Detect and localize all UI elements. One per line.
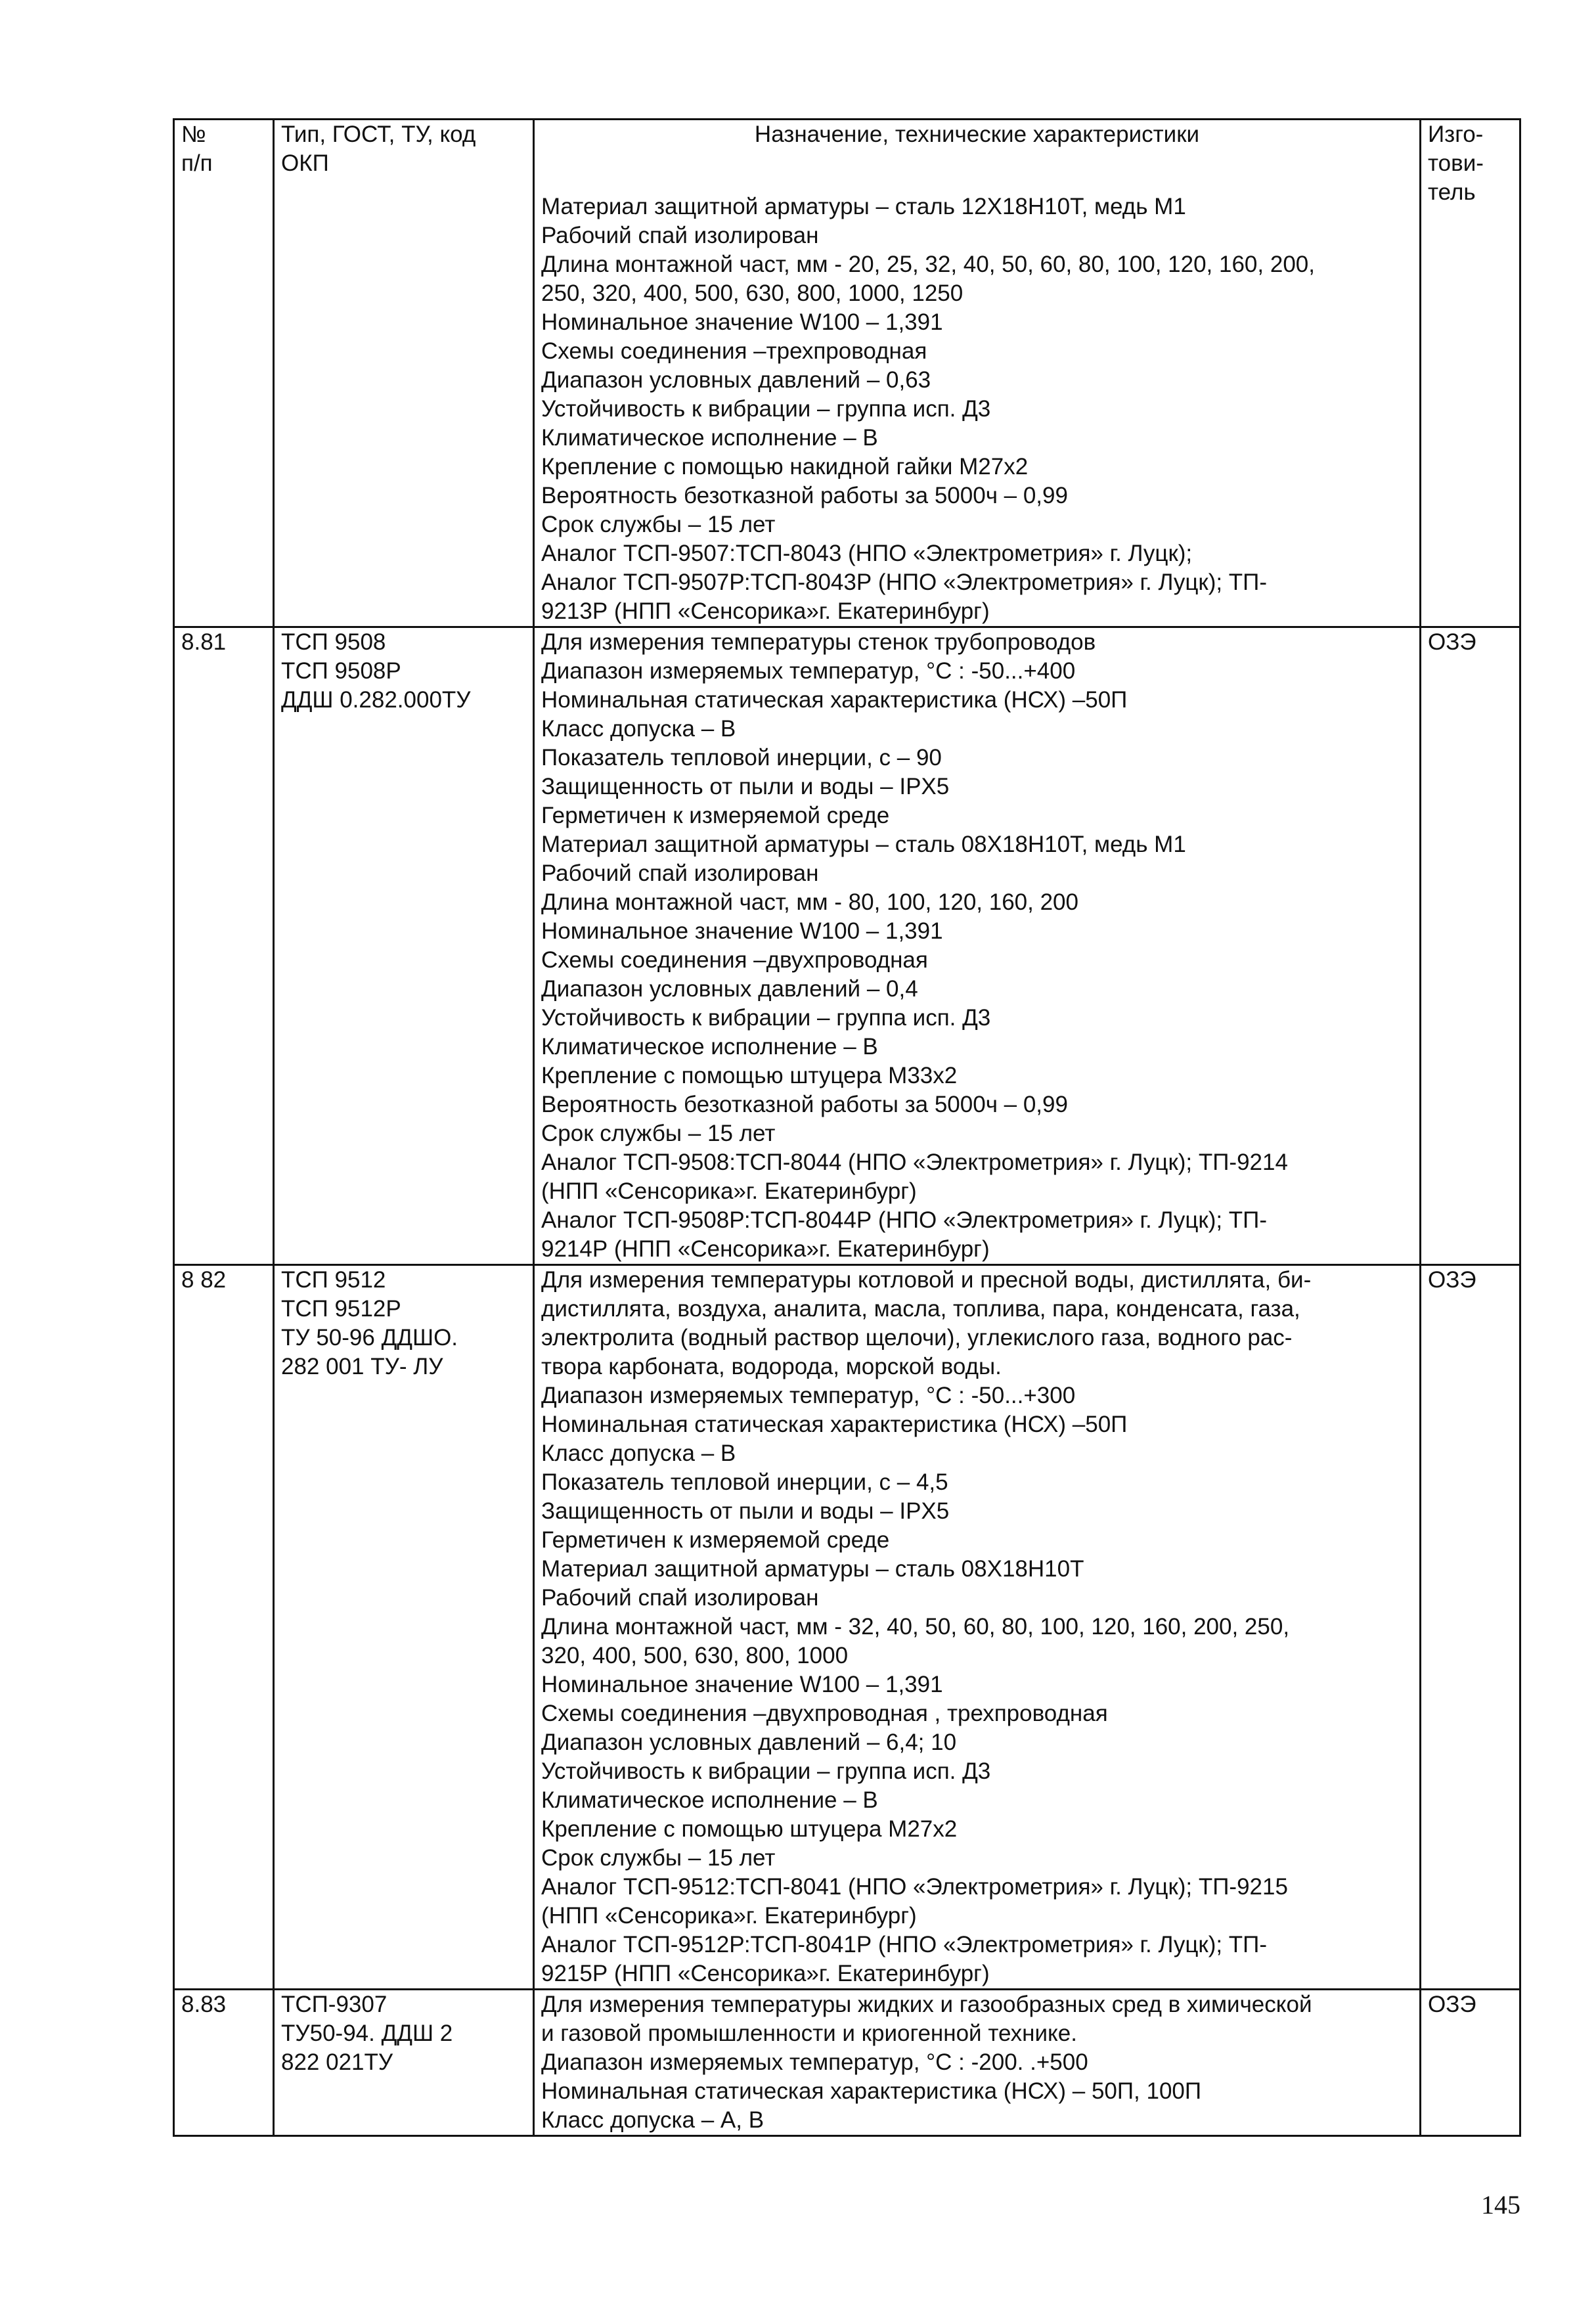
item-description-line: Срок службы – 15 лет	[541, 1121, 776, 1146]
item-type	[274, 1990, 534, 2136]
item-description-line: Аналог ТСП-9512Р:ТСП-8041Р (НПО «Электрометрия» г. Луцк); ТП-	[541, 1932, 1267, 1957]
item-description-line: Диапазон условных давлений – 0,4	[541, 976, 918, 1002]
continuation-line: Вероятность безотказной работы за 5000ч – 0,99	[541, 483, 1068, 508]
item-description-line: Срок службы – 15 лет	[541, 1845, 776, 1871]
continuation-line: Климатическое исполнение – В	[541, 425, 878, 451]
item-type-line: ДДШ 0.282.000ТУ	[281, 687, 471, 713]
item-description-line: и газовой промышленности и криогенной технике.	[541, 2021, 1077, 2046]
item-description-line: Класс допуска – В	[541, 716, 736, 742]
header-type	[274, 120, 534, 627]
item-description-line: Рабочий спай изолирован	[541, 860, 819, 886]
item-number: 8 82	[174, 1265, 274, 1990]
item-type-line: 282 001 ТУ- ЛУ	[281, 1354, 443, 1379]
item-type-line: ТСП-9307	[281, 1992, 388, 2017]
table-row	[174, 1265, 1520, 1990]
page-number: 145	[1481, 2190, 1520, 2220]
item-description-line: Вероятность безотказной работы за 5000ч – 0,99	[541, 1092, 1068, 1117]
item-description-line: Крепление с помощью штуцера М33х2	[541, 1063, 958, 1088]
item-description-line: Длина монтажной част, мм - 32, 40, 50, 60, 80, 100, 120, 160, 200, 250,	[541, 1614, 1290, 1640]
item-type-line: ТСП 9512	[281, 1267, 386, 1293]
item-description-line: Диапазон измеряемых температур, °С : -50...+300	[541, 1383, 1076, 1408]
continuation-line: Рабочий спай изолирован	[541, 223, 819, 248]
item-description-line: Климатическое исполнение – В	[541, 1034, 878, 1060]
header-num	[174, 120, 274, 627]
item-description-line: Материал защитной арматуры – сталь 08Х18Н10Т	[541, 1556, 1084, 1582]
spec-table	[173, 118, 1521, 2137]
item-type-line: ТУ 50-96 ДДШО.	[281, 1325, 458, 1351]
continuation-line: Устойчивость к вибрации – группа исп. Д3	[541, 396, 991, 422]
continuation-line: Схемы соединения –трехпроводная	[541, 338, 927, 364]
item-description-line: Для измерения температуры стенок трубопроводов	[541, 629, 1096, 655]
item-description-line: Схемы соединения –двухпроводная , трехпроводная	[541, 1701, 1108, 1726]
continuation-line: 9213Р (НПП «Сенсорика»г. Екатеринбург)	[541, 598, 990, 624]
item-description-line: Диапазон измеряемых температур, °С : -50...+400	[541, 658, 1076, 684]
table-row	[174, 627, 1520, 1265]
item-number: 8.81	[174, 627, 274, 1265]
continuation-line: Аналог ТСП-9507Р:ТСП-8043Р (НПО «Электрометрия» г. Луцк); ТП-	[541, 570, 1267, 595]
item-description-line: Номинальная статическая характеристика (НСХ) –50П	[541, 1412, 1128, 1437]
header-mfr-line3: тель	[1428, 179, 1476, 205]
item-description-line: Защищенность от пыли и воды – IPX5	[541, 774, 950, 799]
item-description-line: Аналог ТСП-9508Р:ТСП-8044Р (НПО «Электрометрия» г. Луцк); ТП-	[541, 1207, 1267, 1233]
item-description	[534, 627, 1421, 1265]
item-description-line: Диапазон условных давлений – 6,4; 10	[541, 1730, 957, 1755]
item-rows	[174, 627, 1520, 2136]
item-description-line: Аналог ТСП-9508:ТСП-8044 (НПО «Электрометрия» г. Луцк); ТП-9214	[541, 1150, 1288, 1175]
continuation-line: Диапазон условных давлений – 0,63	[541, 367, 931, 393]
continuation-line: Материал защитной арматуры – сталь 12Х18Н10Т, медь М1	[541, 194, 1186, 219]
header-num-line1: №	[181, 122, 206, 147]
item-description-line: Аналог ТСП-9512:ТСП-8041 (НПО «Электрометрия» г. Луцк); ТП-9215	[541, 1874, 1288, 1900]
header-type-line2: ОКП	[281, 150, 329, 176]
item-description-line: Диапазон измеряемых температур, °С : -200. .+500	[541, 2049, 1088, 2075]
item-description-line: Устойчивость к вибрации – группа исп. Д3	[541, 1758, 991, 1784]
item-description	[534, 1265, 1421, 1990]
header-mfr-line2: тови-	[1428, 150, 1484, 176]
item-description-line: Класс допуска – В	[541, 1441, 736, 1466]
item-description-line: Показатель тепловой инерции, с – 4,5	[541, 1469, 948, 1495]
header-type-line1: Тип, ГОСТ, ТУ, код	[281, 122, 476, 147]
item-description-line: Рабочий спай изолирован	[541, 1585, 819, 1611]
item-description-line: Номинальная статическая характеристика (НСХ) – 50П, 100П	[541, 2078, 1202, 2104]
item-description-line: Показатель тепловой инерции, с – 90	[541, 745, 942, 771]
continuation-line: Аналог ТСП-9507:ТСП-8043 (НПО «Электрометрия» г. Луцк);	[541, 541, 1193, 566]
header-mfr-line1: Изго-	[1428, 122, 1484, 147]
header-num-line2: п/п	[181, 150, 213, 176]
item-description-line: Длина монтажной част, мм - 80, 100, 120, 160, 200	[541, 889, 1078, 915]
item-description-line: дистиллята, воздуха, аналита, масла, топлива, пара, конденсата, газа,	[541, 1296, 1300, 1322]
item-description-line: Герметичен к измеряемой среде	[541, 1527, 890, 1553]
continuation-line: Срок службы – 15 лет	[541, 512, 776, 537]
item-description-line: Номинальное значение W100 – 1,391	[541, 1672, 943, 1697]
item-description-line: Номинальное значение W100 – 1,391	[541, 918, 943, 944]
item-type-line: 822 021ТУ	[281, 2049, 393, 2075]
header-desc-text: Назначение, технические характеристики	[754, 122, 1200, 147]
item-manufacturer: ОЗЭ	[1421, 1990, 1520, 2136]
item-description-line: Климатическое исполнение – В	[541, 1787, 878, 1813]
item-description-line: Крепление с помощью штуцера М27х2	[541, 1816, 958, 1842]
item-type	[274, 627, 534, 1265]
item-description-line: Устойчивость к вибрации – группа исп. Д3	[541, 1005, 991, 1031]
item-description-line: Защищенность от пыли и воды – IPX5	[541, 1498, 950, 1524]
header-row	[174, 120, 1520, 627]
continuation-line: Крепление с помощью накидной гайки М27х2	[541, 454, 1029, 480]
item-manufacturer: ОЗЭ	[1421, 627, 1520, 1265]
item-type-line: ТСП 9508Р	[281, 658, 401, 684]
item-description-line: твора карбоната, водорода, морской воды.	[541, 1354, 1002, 1379]
item-description-line: Класс допуска – А, В	[541, 2107, 765, 2133]
item-number: 8.83	[174, 1990, 274, 2136]
header-mfr	[1421, 120, 1520, 627]
item-description-line: 9215Р (НПП «Сенсорика»г. Екатеринбург)	[541, 1961, 990, 1986]
header-desc	[534, 120, 1421, 627]
item-description-line: 9214Р (НПП «Сенсорика»г. Екатеринбург)	[541, 1236, 990, 1262]
continuation-line: Номинальное значение W100 – 1,391	[541, 309, 943, 335]
item-description-line: Схемы соединения –двухпроводная	[541, 947, 928, 973]
item-manufacturer: ОЗЭ	[1421, 1265, 1520, 1990]
item-description-line: (НПП «Сенсорика»г. Екатеринбург)	[541, 1178, 917, 1204]
item-type-line: ТУ50-94. ДДШ 2	[281, 2021, 453, 2046]
item-description-line: Для измерения температуры котловой и пресной воды, дистиллята, би-	[541, 1267, 1312, 1293]
item-type	[274, 1265, 534, 1990]
item-description-line: Для измерения температуры жидких и газообразных сред в химической	[541, 1992, 1312, 2017]
item-description	[534, 1990, 1421, 2136]
item-description-line: Материал защитной арматуры – сталь 08Х18Н10Т, медь М1	[541, 832, 1186, 857]
item-description-line: электролита (водный раствор щелочи), углекислого газа, водного рас-	[541, 1325, 1293, 1351]
item-type-line: ТСП 9512Р	[281, 1296, 401, 1322]
continuation-lines	[541, 149, 1413, 626]
item-description-line: Номинальная статическая характеристика (НСХ) –50П	[541, 687, 1128, 713]
continuation-line: 250, 320, 400, 500, 630, 800, 1000, 1250	[541, 280, 964, 306]
item-description-line: 320, 400, 500, 630, 800, 1000	[541, 1643, 849, 1668]
item-description-line: (НПП «Сенсорика»г. Екатеринбург)	[541, 1903, 917, 1929]
item-description-line: Герметичен к измеряемой среде	[541, 803, 890, 828]
continuation-line: Длина монтажной част, мм - 20, 25, 32, 40, 50, 60, 80, 100, 120, 160, 200,	[541, 252, 1315, 277]
table-row	[174, 1990, 1520, 2136]
item-type-line: ТСП 9508	[281, 629, 386, 655]
